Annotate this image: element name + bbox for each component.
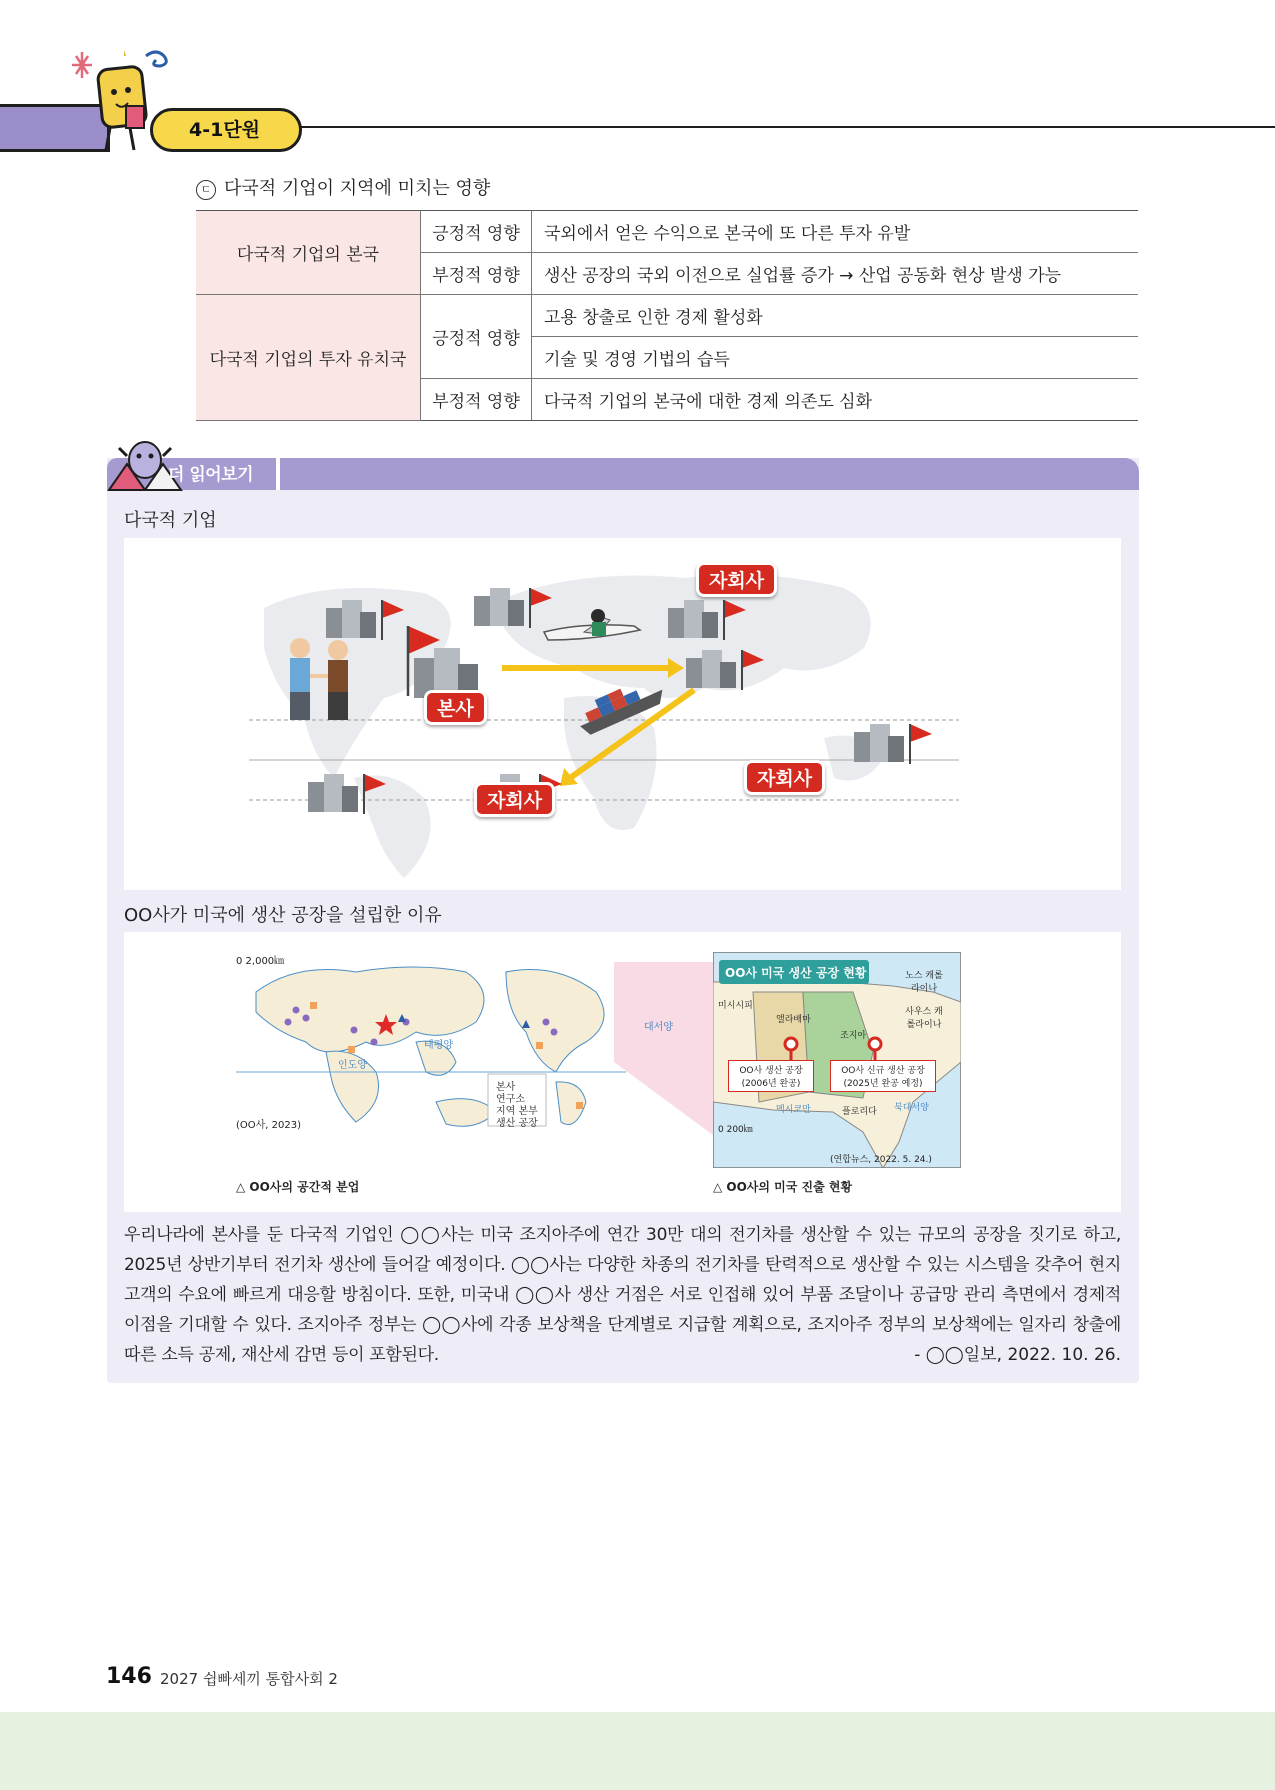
state-label: 조지아 <box>840 1031 867 1041</box>
ocean-label: 태평양 <box>424 1040 453 1051</box>
factory-2025-label: OO사 신규 생산 공장 (2025년 완공 예정) <box>830 1060 936 1092</box>
us-map-scale: 0 200㎞ <box>718 1125 753 1135</box>
state-label: 플로리다 <box>842 1107 877 1117</box>
sea-label: 북대서양 <box>894 1103 929 1113</box>
desc-cell: 국외에서 얻은 수익으로 본국에 또 다른 투자 유발 <box>532 211 1139 253</box>
page-number: 146 <box>106 1664 152 1689</box>
desc-cell: 다국적 기업의 본국에 대한 경제 의존도 심화 <box>532 379 1139 421</box>
state-label: 사우스 캐롤라이나 <box>905 1007 943 1030</box>
factory-2006-label: OO사 생산 공장 (2006년 완공) <box>728 1060 814 1092</box>
world-illustration <box>124 538 1121 890</box>
desc-cell: 고용 창출로 인한 경제 활성화 <box>532 295 1139 337</box>
ocean-label: 대서양 <box>644 1022 673 1033</box>
book-title: 2027 쉽빠세끼 통합사회 2 <box>160 1670 338 1688</box>
legend-research: 연구소 <box>496 1094 525 1105</box>
article-source: - ◯◯일보, 2022. 10. 26. <box>914 1345 1121 1365</box>
state-label: 미시시피 <box>718 1001 753 1011</box>
us-map-title: OO사 미국 생산 공장 현황 <box>725 966 867 980</box>
read-more-bar <box>107 458 1139 490</box>
subsidiary-badge: 자회사 <box>474 782 555 817</box>
ocean-label: 인도양 <box>338 1060 367 1071</box>
effects-table <box>196 210 1138 421</box>
desc-cell: 생산 공장의 국외 이전으로 실업률 증가 → 산업 공동화 현상 발생 가능 <box>532 253 1139 295</box>
left-map-caption: △ OO사의 공간적 분업 <box>236 1180 360 1194</box>
group-cell: 다국적 기업의 투자 유치국 <box>196 295 421 421</box>
hq-badge: 본사 <box>424 690 487 725</box>
caption-us-factory: OO사가 미국에 생산 공장을 설립한 이유 <box>124 905 442 926</box>
sea-label: 멕시코만 <box>776 1105 811 1115</box>
read-more-label: 더 읽어보기 <box>168 465 254 485</box>
subsidiary-badge: 자회사 <box>744 760 825 795</box>
left-map-source: (OO사, 2023) <box>236 1120 302 1131</box>
kind-cell: 긍정적 영향 <box>421 211 532 253</box>
kind-cell: 부정적 영향 <box>421 253 532 295</box>
section-title-text: 다국적 기업이 지역에 미치는 영향 <box>224 178 491 199</box>
legend-regional-hq: 지역 본부 <box>496 1106 538 1117</box>
legend-factory: 생산 공장 <box>496 1118 538 1129</box>
group-cell: 다국적 기업의 본국 <box>196 211 421 295</box>
left-map-caption-text: OO사의 공간적 분업 <box>249 1180 360 1194</box>
right-map-caption-text: OO사의 미국 진출 현황 <box>726 1180 853 1194</box>
world-illustration-panel <box>124 538 1121 890</box>
right-map-caption: △ OO사의 미국 진출 현황 <box>713 1180 853 1194</box>
us-map-source: (연합뉴스, 2022. 5. 24.) <box>830 1155 932 1165</box>
state-label: 노스 캐롤라이나 <box>905 971 943 994</box>
header-rule <box>290 126 1275 128</box>
kind-cell: 긍정적 영향 <box>421 295 532 379</box>
state-label: 앨라배마 <box>776 1015 811 1025</box>
kind-cell: 부정적 영향 <box>421 379 532 421</box>
article-body: 우리나라에 본사를 둔 다국적 기업인 ◯◯사는 미국 조지아주에 연간 30만 대의 전기차를 생산할 수 있는 규모의 공장을 짓기로 하고, 2025년 상반기부터 전기차 생산에 들어갈 예정이다. ◯◯사는 다양한 차종의 전기차를 탄력적으로 생산할 수 있는 시스템을 갖추어 현지 고객의 수요에 빠르게 대응할 방침이다. 또한, 미국내 ◯◯사 생산 거점은 서로 인접해 있어 부품 조달이나 공급망 관리 측면에서 경제적 이점을 기대할 수 있다. 조지아주 정부는 ◯◯사에 각종 보상책을 단계별로 지급할 계획으로, 조지아주 정부의 보상책에는 일자리 창출에 따른 소득 공제, 재산세 감면 등이 포함된다. <box>124 1225 1121 1365</box>
subsidiary-badge: 자회사 <box>696 562 777 597</box>
legend-hq: 본사 <box>496 1082 516 1093</box>
unit-badge: 4-1단원 <box>150 108 302 152</box>
table-row <box>196 211 1138 253</box>
section-marker: ㄷ <box>196 180 216 200</box>
caption-multinational: 다국적 기업 <box>124 510 217 531</box>
read-more-tab-divider <box>276 458 280 490</box>
table-row <box>196 295 1138 337</box>
left-map-scale: 0 2,000㎞ <box>236 956 285 967</box>
section-title <box>196 174 490 200</box>
footer-band <box>0 1712 1275 1790</box>
maps-panel <box>124 932 1121 1212</box>
desc-cell: 기술 및 경영 기법의 습득 <box>532 337 1139 379</box>
